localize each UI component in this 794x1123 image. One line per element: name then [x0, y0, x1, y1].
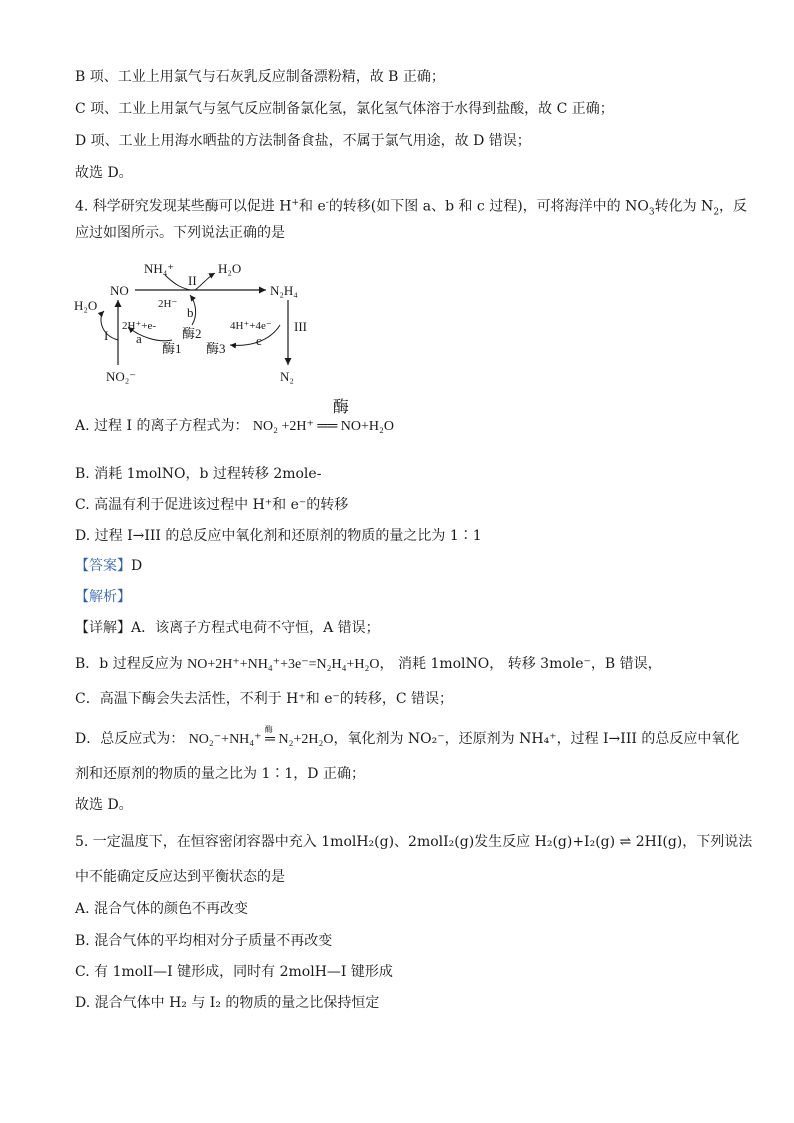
q4-stem-part-1: 4. 科学研究发现某些酶可以促进 H: [75, 198, 292, 215]
species-n2h4: N₂H₄: [270, 283, 298, 298]
detail-b-equation: NO+2H⁺+NH₄⁺+3e⁻=N₂H₄+H₂O: [187, 657, 380, 672]
detail-a-text: A．该离子方程式电荷不守恒，A 错误；: [131, 620, 380, 636]
q4-stem-line-1: 4. 科学研究发现某些酶可以促进 H+和 e-的转移(如下图 a、b 和 c 过程)，可将海洋中的 $NO_3$转化为 $N_2$，反: [75, 198, 748, 218]
q4-answer: [75, 557, 142, 575]
roman-ii: II: [188, 273, 197, 288]
prev-line-b: B 项、工业上用氯气与石灰乳反应制备漂粉精，故 B 正确；: [75, 69, 445, 85]
q4-option-d: D. 过程 I→III 的总反应中氧化剂和还原剂的物质的量之比为 1∶1: [75, 528, 482, 544]
q4-option-b: B. 消耗 1molNO，b 过程转移 2mole-: [75, 466, 322, 482]
species-no2: NO₂⁻: [106, 369, 137, 384]
detail-d-equation-wrap: [188, 725, 334, 749]
prev-line-d: D 项、工业上用海水晒盐的方法制备食盐，不属于氯气用途，故 D 错误；: [75, 133, 531, 149]
detail-tag: 【详解】: [75, 620, 131, 636]
detail-d-post: ，氧化剂为 NO₂⁻，还原剂为 NH₄⁺，过程 I→III 的总反应中氧化: [333, 731, 740, 747]
detail-d-line-2: 剂和还原剂的物质的量之比为 1∶1，D 正确；: [75, 766, 365, 782]
q4-stem-part-4: 转化为 N: [654, 198, 714, 215]
q5-stem-line-2: 中不能确定反应达到平衡状态的是: [75, 869, 285, 885]
answer-tag: 【答案】: [75, 558, 131, 574]
enzyme-3: 酶3: [206, 341, 226, 356]
q4-stem-part-5: ，反: [719, 198, 748, 215]
q5-option-a: A. 混合气体的颜色不再改变: [75, 901, 249, 917]
prev-line-c: C 项、工业上用氯气与氢气反应制备氯化氢，氯化氢气体溶于水得到盐酸，故 C 正确；: [75, 101, 614, 117]
q4-option-a: [75, 397, 394, 436]
prev-conclusion: 故选 D。: [75, 165, 133, 181]
step-a-reagents: 2H⁺+e-: [122, 320, 156, 332]
step-a-label: a: [136, 331, 142, 346]
roman-iii: III: [294, 319, 307, 334]
species-nh4: NH₄⁺: [144, 261, 175, 276]
q4-option-c: C. 高温有利于促进该过程中 H⁺和 e⁻的转移: [75, 497, 349, 513]
q4-stem-part-3: 的转移(如下图 a、b 和 c 过程)，可将海洋中的 NO: [328, 198, 649, 215]
species-h2o-top: H₂O: [218, 261, 242, 276]
q5-option-d: D. 混合气体中 H₂ 与 I₂ 的物质的量之比保持恒定: [75, 995, 380, 1011]
answer-value: D: [131, 558, 143, 574]
q5-option-c: C. 有 1molI—I 键形成，同时有 2molH—I 键形成: [75, 964, 393, 980]
enzyme-1: 酶1: [162, 341, 182, 356]
detail-d: [75, 725, 740, 749]
step-c-label: c: [256, 333, 262, 348]
detail-d-pre: D．总反应式为：: [75, 731, 189, 747]
species-h2o-left: H₂O: [74, 298, 98, 313]
detail-c: C．高温下酶会失去活性，不利于 H⁺和 e⁻的转移，C 错误；: [75, 691, 454, 707]
q4-conclusion: 故选 D。: [75, 797, 133, 813]
detail-d-enzyme: 酶: [264, 725, 273, 734]
analysis-tag-text: 【解析】: [75, 589, 131, 605]
q4-stem-line-2: 应过如图所示。下列说法正确的是: [75, 225, 285, 241]
detail-d-equation: NO₂⁻+NH₄⁺ ═ N₂+2H₂O: [188, 732, 334, 747]
detail-a: [75, 619, 380, 637]
species-n2: N₂: [280, 369, 294, 384]
h2o-top-branch: [195, 273, 215, 290]
q4-option-a-equation: NO₂ +2H⁺ ══ NO+H₂O: [252, 419, 394, 434]
detail-b-pre: B．b 过程反应为: [75, 656, 188, 672]
detail-b: [75, 655, 662, 674]
roman-i: I: [104, 328, 109, 343]
species-no: NO: [110, 283, 129, 298]
q4-option-a-enzyme: 酶: [332, 397, 349, 416]
step-c-reagents: 4H⁺+4e⁻: [230, 320, 272, 332]
detail-b-post: ， 消耗 1molNO， 转移 3mole⁻，B 错误，: [379, 656, 662, 672]
q5-stem-line-1: 5. 一定温度下，在恒容密闭容器中充入 1molH₂(g)、2molI₂(g)发生反应 H₂(g)+I₂(g) ⇌ 2HI(g)，下列说法: [75, 834, 753, 850]
q5-option-b: B. 混合气体的平均相对分子质量不再改变: [75, 933, 333, 949]
enzyme-2: 酶2: [182, 326, 202, 341]
nh4-input-curve: [165, 275, 190, 290]
q4-option-a-equation-wrap: [252, 397, 394, 436]
q4-option-a-label: A. 过程 I 的离子方程式为：: [75, 418, 249, 434]
analysis-tag: [75, 588, 131, 606]
reaction-cycle-diagram: [70, 255, 320, 390]
q4-stem-part-2: 和 e: [299, 198, 326, 215]
step-b-reagents: 2H⁻: [158, 298, 178, 310]
step-b-label: b: [187, 305, 194, 320]
